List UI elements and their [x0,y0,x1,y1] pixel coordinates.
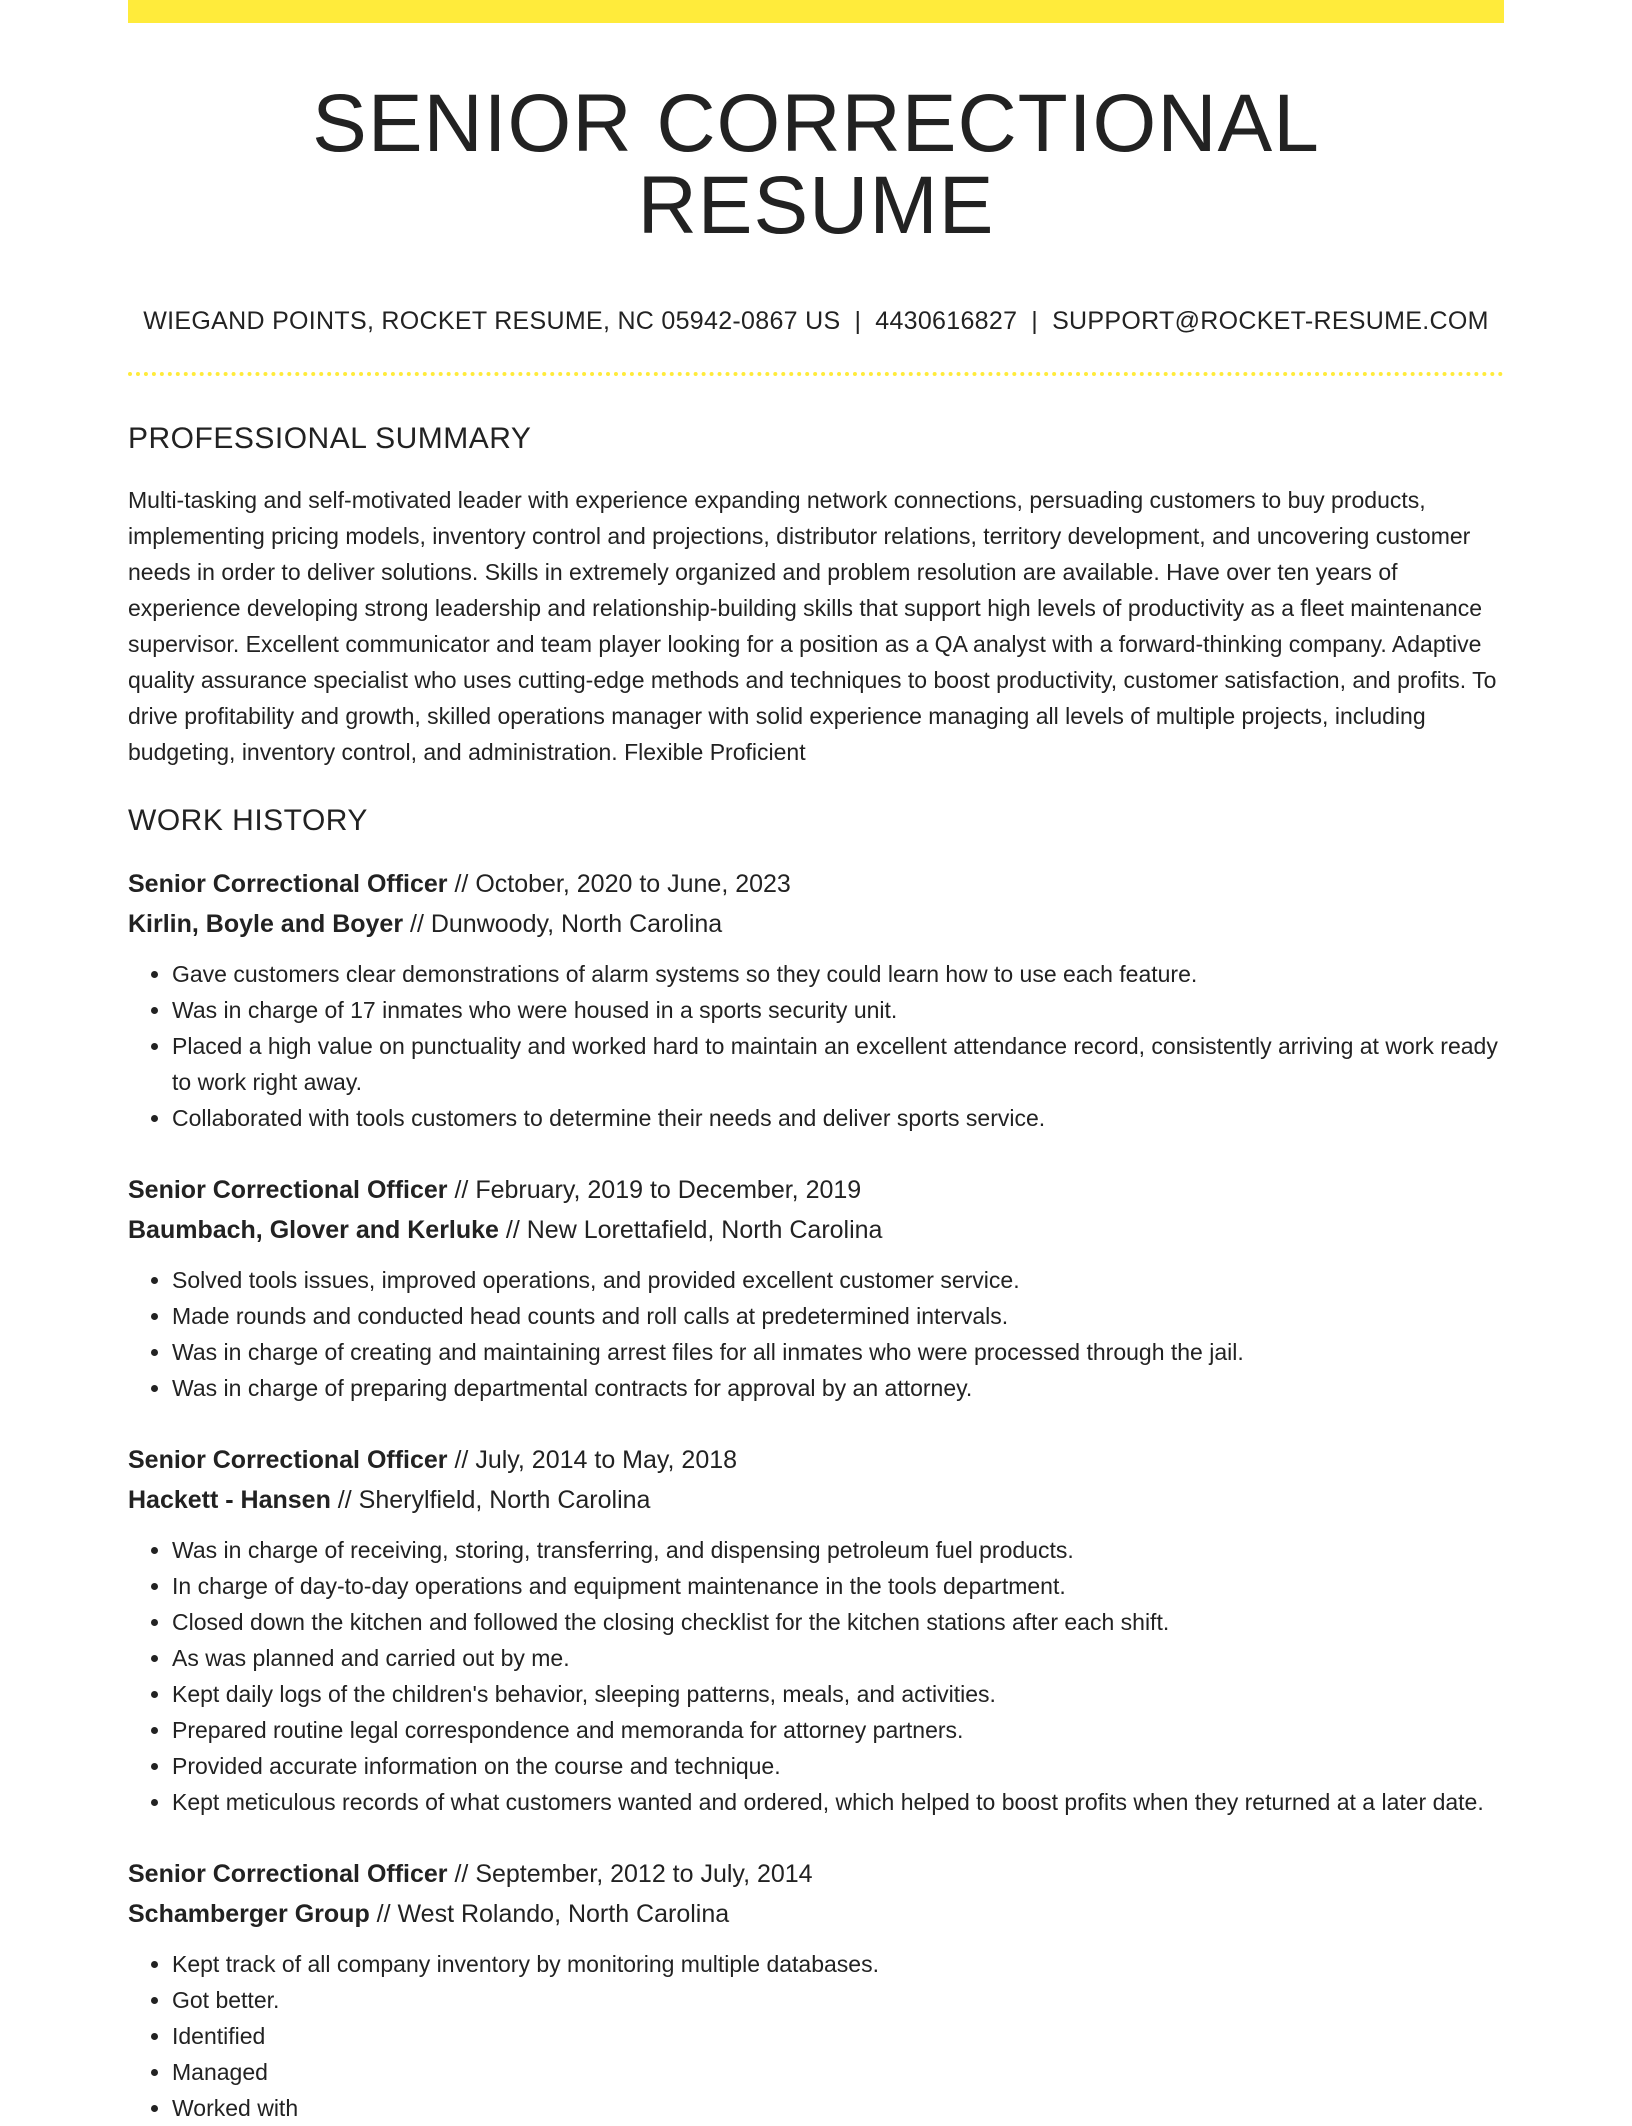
contact-line [128,307,1504,336]
job-bullet: • Managed [172,2054,1504,2090]
job-bullet: • Gave customers clear demonstrations of alarm systems so they could learn how to use each feature. [172,956,1504,992]
job-bullet: • Was in charge of receiving, storing, transferring, and dispensing petroleum fuel products. [172,1532,1504,1568]
job-company: Kirlin, Boyle and Boyer [128,910,404,938]
dotted-divider [128,372,1504,376]
job-role: Senior Correctional Officer [128,870,448,898]
job-bullet: • Worked with [172,2090,1504,2126]
job-entry [128,864,1504,1136]
job-bullet: • Solved tools issues, improved operations, and provided excellent customer service. [172,1262,1504,1298]
contact-phone: 4430616827 [875,307,1018,335]
job-company: Schamberger Group [128,1900,370,1928]
job-role: Senior Correctional Officer [128,1446,448,1474]
contact-separator: | [854,307,862,335]
job-entry [128,1440,1504,1820]
job-entry [128,1854,1504,2126]
job-bullets [128,1532,1504,1820]
contact-email: SUPPORT@ROCKET-RESUME.COM [1052,307,1489,335]
job-company: Hackett - Hansen [128,1486,331,1514]
job-location: // Dunwoody, North Carolina [403,910,723,938]
contact-address: WIEGAND POINTS, ROCKET RESUME, NC 05942-0867 US [143,307,841,335]
job-dates: // February, 2019 to December, 2019 [447,1176,862,1204]
job-bullet: • Made rounds and conducted head counts and roll calls at predetermined intervals. [172,1298,1504,1334]
job-bullet: • Placed a high value on punctuality and worked hard to maintain an excellent attendance record, consistently arriving at work ready to work right away. [172,1028,1504,1100]
work-history-heading: WORK HISTORY [128,804,368,837]
job-company: Baumbach, Glover and Kerluke [128,1216,499,1244]
job-bullets [128,1946,1504,2126]
job-bullet: • Closed down the kitchen and followed the closing checklist for the kitchen stations after each shift. [172,1604,1504,1640]
job-location: // Sherylfield, North Carolina [330,1486,651,1514]
job-bullet: • Kept meticulous records of what customers wanted and ordered, which helped to boost profits when they returned at a later date. [172,1784,1504,1820]
job-bullet: • Identified [172,2018,1504,2054]
job-location: // New Lorettafield, North Carolina [498,1216,883,1244]
job-company-line [128,1480,1504,1520]
job-bullets [128,1262,1504,1406]
job-location: // West Rolando, North Carolina [369,1900,730,1928]
job-role-line [128,1170,1504,1210]
summary-text: Multi-tasking and self-motivated leader with experience expanding network connections, persuading customers to buy products, implementing pricing models, inventory control and projections, distributor relations, territory development, and uncovering customer needs in order to deliver solutions. Skills in extremely organized and problem resolution are available. Have over ten years of experience developing strong leadership and relationship-building skills that support high levels of productivity as a fleet maintenance supervisor. Excellent communicator and team player looking for a position as a QA analyst with a forward-thinking company. Adaptive quality assurance specialist who uses cutting-edge methods and techniques to boost productivity, customer satisfaction, and profits. To drive profitability and growth, skilled operations manager with solid experience managing all levels of multiple projects, including budgeting, inventory control, and administration. Flexible Proficient [128,487,1497,765]
job-bullet: • Collaborated with tools customers to determine their needs and deliver sports service. [172,1100,1504,1136]
contact-separator: | [1031,307,1039,335]
job-role: Senior Correctional Officer [128,1860,448,1888]
job-role-line [128,1854,1504,1894]
job-bullet: • Kept track of all company inventory by monitoring multiple databases. [172,1946,1504,1982]
job-bullet: • In charge of day-to-day operations and equipment maintenance in the tools department. [172,1568,1504,1604]
job-bullet: • Provided accurate information on the course and technique. [172,1748,1504,1784]
job-company-line [128,1894,1504,1934]
job-role-line [128,864,1504,904]
resume-title: SENIOR CORRECTIONAL RESUME [312,78,1320,251]
job-bullet: • Kept daily logs of the children's behavior, sleeping patterns, meals, and activities. [172,1676,1504,1712]
job-entry [128,1170,1504,1406]
job-role-line [128,1440,1504,1480]
accent-top-bar [128,0,1504,23]
job-bullet: • Was in charge of 17 inmates who were housed in a sports security unit. [172,992,1504,1028]
job-role: Senior Correctional Officer [128,1176,448,1204]
job-bullet: • Got better. [172,1982,1504,2018]
job-bullets [128,956,1504,1136]
job-dates: // September, 2012 to July, 2014 [447,1860,813,1888]
job-company-line [128,904,1504,944]
job-bullet: • Was in charge of creating and maintaining arrest files for all inmates who were processed through the jail. [172,1334,1504,1370]
job-company-line [128,1210,1504,1250]
job-dates: // July, 2014 to May, 2018 [447,1446,738,1474]
job-bullet: • Prepared routine legal correspondence and memoranda for attorney partners. [172,1712,1504,1748]
summary-heading: PROFESSIONAL SUMMARY [128,422,532,455]
resume-page [128,0,1504,2126]
job-bullet: • As was planned and carried out by me. [172,1640,1504,1676]
job-bullet: • Was in charge of preparing departmental contracts for approval by an attorney. [172,1370,1504,1406]
job-dates: // October, 2020 to June, 2023 [447,870,791,898]
